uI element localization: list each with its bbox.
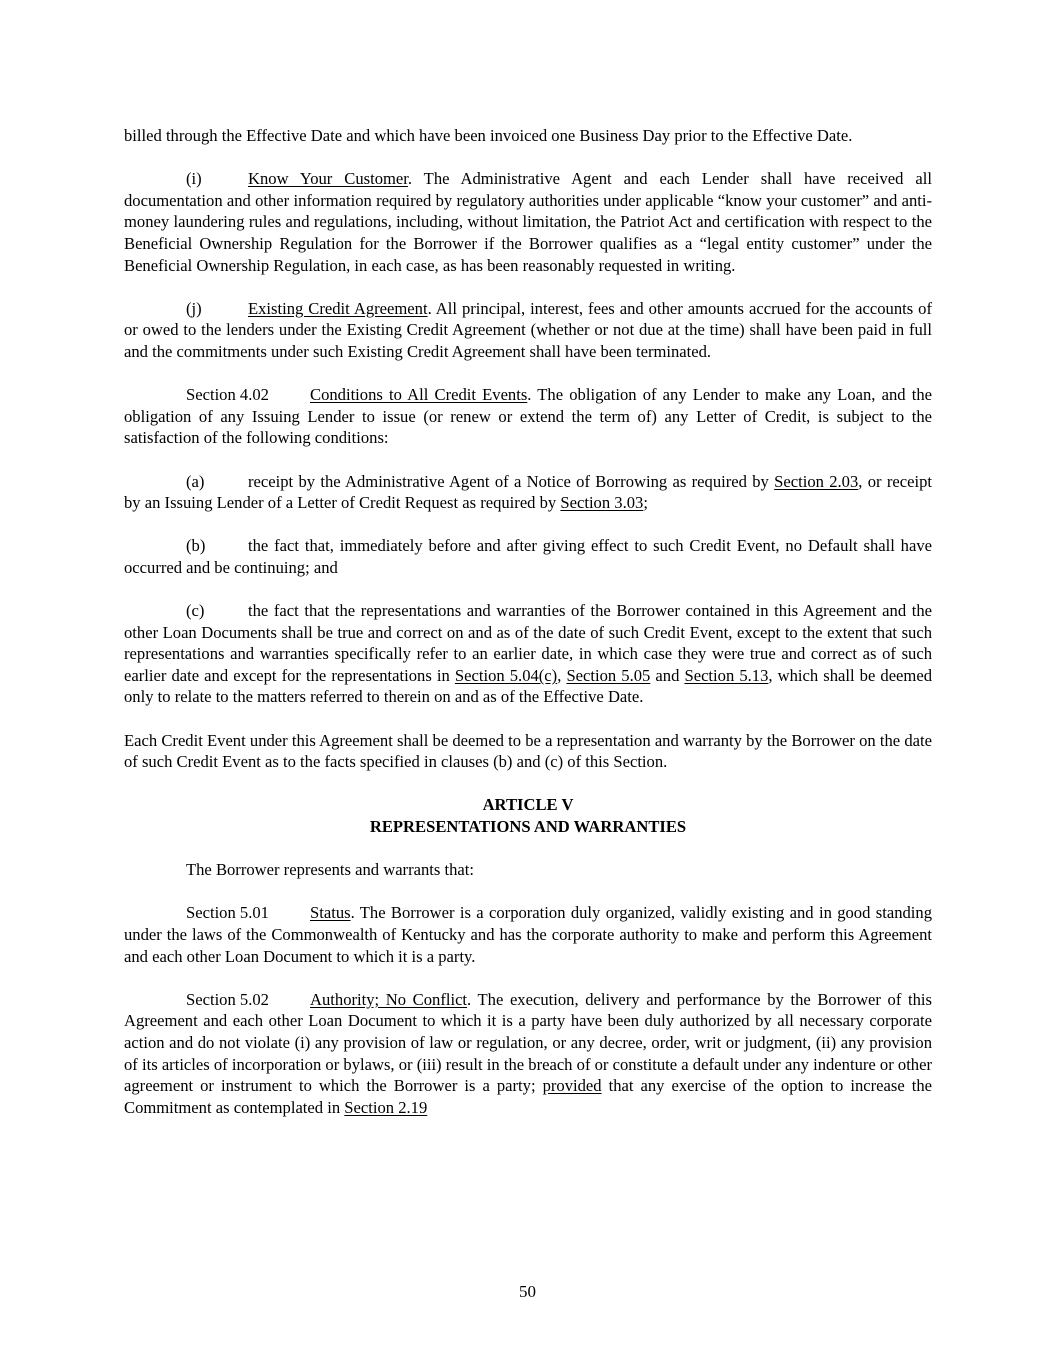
- clause-text: ,: [557, 665, 567, 685]
- cross-reference: Section 2.19: [344, 1097, 428, 1117]
- cross-reference: Section 5.05: [566, 665, 651, 685]
- clause-text: . All principal, interest, fees and other amounts accrued for the accounts of or owed to the lenders under the Existing Credit Agreement (whether or not due at the time) shall have been paid in full and the commitments under such Existing Credit Agreement shall have been terminated.: [124, 298, 932, 361]
- paragraph-j: [124, 298, 932, 363]
- clause-text: the fact that the representations and warranties of the Borrower contained in this Agreement and the other Loan Documents shall be true and correct on and as of the date of such Credit Event, except to the extent that such representations and warranties specifically refer to an earlier date, in which case they were true and correct as of such earlier date and except for the representations in: [124, 601, 932, 685]
- clause-text: , or receipt by an Issuing Lender of a Letter of Credit Request as required by: [124, 471, 932, 513]
- paragraph-continuation: billed through the Effective Date and which have been invoiced one Business Day prior to the Effective Date.: [124, 126, 853, 145]
- section-title: Conditions to All Credit Events: [310, 385, 528, 405]
- clause-text: ;: [643, 493, 648, 513]
- clause-title: Know Your Customer: [248, 169, 408, 189]
- clause-number: (c): [186, 601, 205, 621]
- clause-text: , which shall be deemed only to relate to the matters referred to therein on and as of the Effective Date.: [124, 665, 932, 707]
- section-text: . The execution, delivery and performance by the Borrower of this Agreement and each other Loan Document to which it is a party have been duly authorized by all necessary corporate action and do not violate (i) any provision of law or regulation, or any decree, order, writ or judgment, (ii) any provision of its articles of incorporation or bylaws, or (iii) result in the breach of or constitute a default under any indenture or other agreement or instrument to which the Borrower is a party;: [124, 989, 932, 1096]
- clause-text: receipt by the Administrative Agent of a Notice of Borrowing as required by: [248, 471, 775, 491]
- clause-text: the fact that, immediately before and after giving effect to such Credit Event, no Default shall have occurred and be continuing; and: [124, 536, 932, 577]
- cross-reference: Section 5.04(c): [454, 665, 558, 685]
- section-title: Status: [310, 903, 351, 923]
- page-number: 50: [519, 1282, 536, 1301]
- cross-reference: Section 5.13: [684, 665, 769, 685]
- paragraph-a: [124, 471, 932, 514]
- article-title: REPRESENTATIONS AND WARRANTIES: [369, 817, 687, 836]
- section-text: . The obligation of any Lender to make any Loan, and the obligation of any Issuing Lender to issue (or renew or extend the term of) any Letter of Credit, is subject to the satisfaction of the following conditions:: [124, 385, 932, 448]
- paragraph-each-credit-event: Each Credit Event under this Agreement shall be deemed to be a representation and warranty by the Borrower on the date of such Credit Event as to the facts specified in clauses (b) and (c) of this Section.: [124, 730, 932, 772]
- document-page: [124, 125, 932, 1118]
- clause-number: (a): [186, 471, 205, 491]
- paragraph-i: [124, 168, 932, 276]
- paragraph-represents: The Borrower represents and warrants that:: [186, 860, 474, 880]
- section-label: Section 5.02: [186, 989, 269, 1009]
- clause-text: . The Administrative Agent and each Lender shall have received all documentation and other information required by regulatory authorities under applicable “know your customer” and anti-money laundering rules and regulations, including, without limitation, the Patriot Act and certification with respect to the Beneficial Ownership Regulation for the Borrower if the Borrower qualifies as a “legal entity customer” under the Beneficial Ownership Regulation, in each case, as has been reasonably requested in writing.: [124, 169, 932, 275]
- clause-number: (i): [186, 169, 202, 189]
- cross-reference: Section 2.03: [774, 471, 859, 491]
- clause-number: (b): [186, 536, 206, 556]
- cross-reference: Section 3.03: [560, 493, 644, 513]
- section-label: Section 4.02: [186, 385, 269, 405]
- section-5-02: [124, 989, 932, 1119]
- section-4-02: [124, 384, 932, 449]
- article-number: ARTICLE V: [482, 795, 574, 815]
- paragraph-b: [124, 535, 932, 578]
- paragraph-c: [124, 600, 932, 708]
- section-title: Authority; No Conflict: [310, 989, 468, 1009]
- clause-text: and: [650, 665, 685, 685]
- clause-title: Existing Credit Agreement: [248, 298, 428, 318]
- clause-number: (j): [186, 298, 202, 318]
- defined-term: provided: [542, 1076, 602, 1096]
- section-text: . The Borrower is a corporation duly organized, validly existing and in good standing under the laws of the Commonwealth of Kentucky and has the corporate authority to make and perform this Agreement and each other Loan Document to which it is a party.: [124, 903, 932, 966]
- section-5-01: [124, 902, 932, 967]
- section-text: that any exercise of the option to increase the Commitment as contemplated in: [124, 1076, 933, 1117]
- section-label: Section 5.01: [186, 903, 269, 923]
